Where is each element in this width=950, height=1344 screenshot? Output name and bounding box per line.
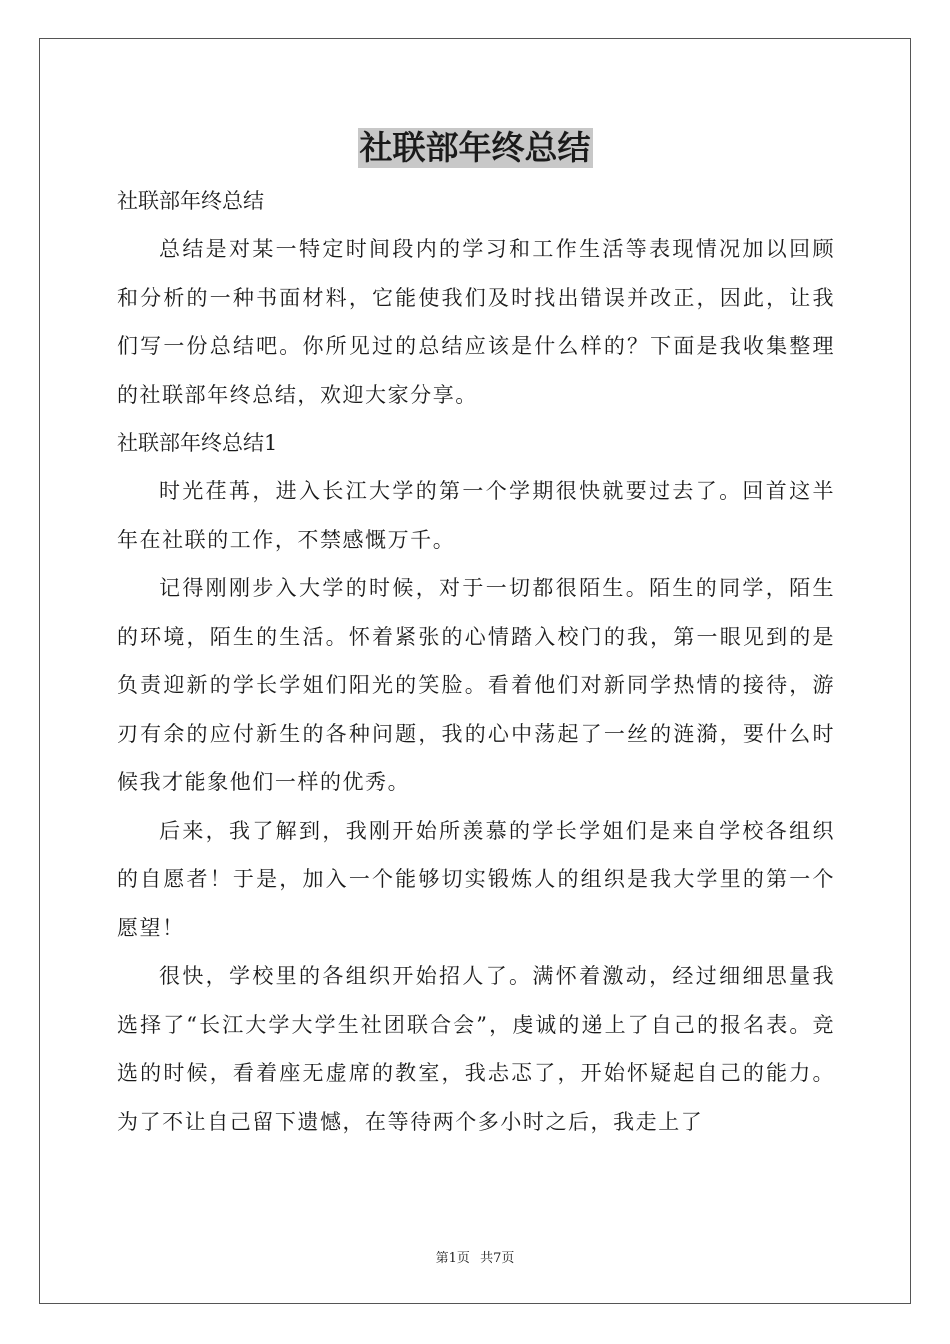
- section-heading: 社联部年终总结1: [117, 431, 278, 455]
- body-paragraph: 很快，学校里的各组织开始招人了。满怀着激动，经过细细思量我选择了“长江大学大学生社团联合会”，虔诚的递上了自己的报名表。竞选的时候，看着座无虚席的教室，我忐忑了，开始怀疑起自己的能力。为了不让自己留下遗憾，在等待两个多小时之后，我走上了: [117, 964, 835, 1134]
- body-paragraph: 时光荏苒，进入长江大学的第一个学期很快就要过去了。回首这半年在社联的工作，不禁感慨万千。: [117, 479, 835, 552]
- document-title: [0, 128, 950, 172]
- body-paragraph: 后来，我了解到，我刚开始所羡慕的学长学姐们是来自学校各组织的自愿者！于是，加入一个能够切实锻炼人的组织是我大学里的第一个愿望！: [117, 818, 835, 940]
- document-subtitle: 社联部年终总结: [117, 189, 264, 213]
- page-total: 共7页: [480, 1251, 515, 1266]
- page-footer: [0, 1250, 950, 1268]
- document-body: [117, 177, 835, 1146]
- page-number: 第1页: [435, 1251, 470, 1266]
- body-paragraph: 记得刚刚步入大学的时候，对于一切都很陌生。陌生的同学，陌生的环境，陌生的生活。怀着紧张的心情踏入校门的我，第一眼见到的是负责迎新的学长学姐们阳光的笑脸。看着他们对新同学热情的接待，游刃有余的应付新生的各种问题，我的心中荡起了一丝的涟漪，要什么时候我才能象他们一样的优秀。: [117, 576, 835, 794]
- document-title-text: 社联部年终总结: [359, 128, 591, 167]
- intro-paragraph: 总结是对某一特定时间段内的学习和工作生活等表现情况加以回顾和分析的一种书面材料，它能使我们及时找出错误并改正，因此，让我们写一份总结吧。你所见过的总结应该是什么样的？下面是我收集整理的社联部年终总结，欢迎大家分享。: [117, 237, 835, 407]
